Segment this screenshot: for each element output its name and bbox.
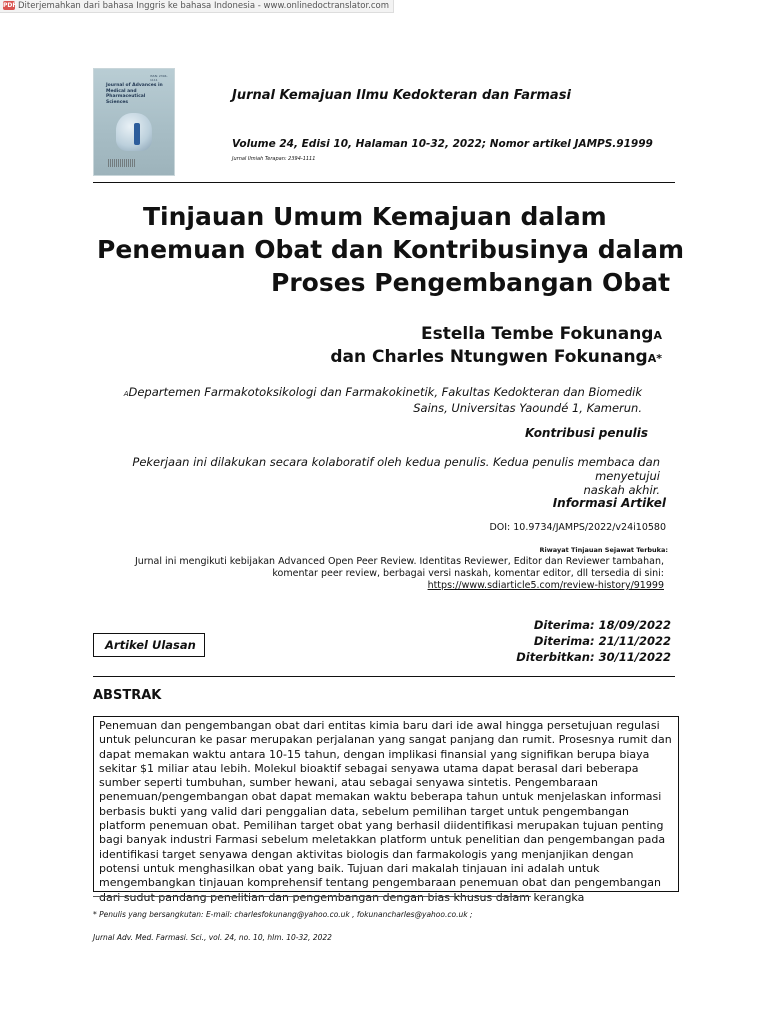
cover-title: Journal of Advances in Medical and Pharmaceutical Sciences [106, 83, 163, 105]
banner-text: Diterjemahkan dari bahasa Inggris ke bahasa Indonesia - www.onlinedoctranslator.com [18, 1, 390, 11]
title-line: Penemuan Obat dan Kontribusinya dalam [97, 235, 685, 264]
review-history-heading: Riwayat Tinjauan Sejawat Terbuka: [539, 546, 668, 554]
review-history-text [100, 556, 664, 592]
journal-name: Jurnal Kemajuan Ilmu Kedokteran dan Farmasi [232, 88, 571, 103]
author-affil-mark: A* [647, 352, 662, 365]
contrib-heading: Kontribusi penulis [525, 426, 648, 440]
author-affil-mark: A [653, 329, 662, 342]
affiliation [82, 385, 642, 415]
footnote-divider [93, 896, 531, 897]
vial-icon [134, 123, 140, 145]
corresponding-author-footnote: * Penulis yang bersangkutan: E-mail: charlesfokunang@yahoo.co.uk , fokunancharles@yahoo.co.uk ; [93, 910, 473, 919]
article-dates [516, 617, 671, 665]
date-published: Diterbitkan: 30/11/2022 [516, 650, 671, 664]
article-type-badge: Artikel Ulasan [93, 633, 205, 657]
affil-line: Departemen Farmakotoksikologi dan Farmakokinetik, Fakultas Kedokteran dan Biomedik [128, 385, 642, 399]
review-history-link[interactable]: https://www.sdiarticle5.com/review-history/91999 [427, 580, 664, 591]
author-1 [421, 324, 662, 344]
contrib-line: Pekerjaan ini dilakukan secara kolaboratif oleh kedua penulis. Kedua penulis membaca dan menyetujui [132, 455, 660, 483]
date-accepted: Diterima: 21/11/2022 [533, 634, 671, 648]
header-divider [93, 182, 675, 183]
review-history-line: komentar peer review, berbagai versi naskah, komentar editor, dll tersedia di sini: [272, 568, 664, 579]
article-title [93, 200, 685, 299]
journal-issn: Jurnal Ilmiah Terapan: 2394-1111 [232, 156, 316, 162]
date-received: Diterima: 18/09/2022 [533, 618, 671, 632]
contrib-line: naskah akhir. [583, 483, 660, 497]
doi[interactable]: DOI: 10.9734/JAMPS/2022/v24i10580 [489, 522, 666, 533]
cover-issn: ISSN: 2394-1111 [150, 74, 168, 82]
abstract-heading: ABSTRAK [93, 688, 162, 703]
article-info-heading: Informasi Artikel [552, 496, 666, 510]
review-history-line: Jurnal ini mengikuti kebijakan Advanced Open Peer Review. Identitas Reviewer, Editor dan Reviewer tambahan, [134, 556, 664, 567]
abstract-divider [93, 676, 675, 677]
author-name: dan Charles Ntungwen Fokunang [330, 347, 648, 367]
citation-footer: Jurnal Adv. Med. Farmasi. Sci., vol. 24, no. 10, hlm. 10-32, 2022 [93, 933, 332, 942]
author-name: Estella Tembe Fokunang [420, 324, 654, 344]
pdf-icon: PDF [3, 2, 17, 9]
affil-mark: A [123, 390, 129, 398]
abstract-box [93, 716, 679, 904]
author-2 [330, 347, 662, 367]
journal-volume: Volume 24, Edisi 10, Halaman 10-32, 2022; Nomor artikel JAMPS.91999 [232, 138, 653, 150]
journal-cover-image [93, 68, 175, 176]
title-line: Tinjauan Umum Kemajuan dalam [143, 202, 607, 231]
barcode-icon [108, 159, 136, 167]
translator-banner[interactable] [0, 0, 394, 13]
contrib-text [97, 455, 660, 497]
affil-line: Sains, Universitas Yaoundé 1, Kamerun. [413, 401, 642, 415]
abstract-text: Penemuan dan pengembangan obat dari entitas kimia baru dari ide awal hingga persetujuan regulasi untuk peluncuran ke pasar merupakan perjalanan yang sangat panjang dan rumit. Prosesnya rumit dan dapat memakan waktu antara 10-15 tahun, dengan implikasi finansial yang signifikan berupa biaya sekitar $1 miliar atau lebih. Molekul bioaktif sebagai senyawa utama dapat berasal dari beberapa sumber seperti tumbuhan, sumber hewani, atau sebagai senyawa sintetis. Pengembaraan penemuan/pengembangan obat dapat memakan waktu beberapa tahun untuk menjelaskan informasi berbasis bukti yang valid dari penggalian data, sebelum pemilihan target untuk pengembangan platform penemuan obat. Pemilihan target obat yang berhasil diidentifikasi merupakan tujuan penting bagi banyak industri Farmasi sebelum meletakkan platform untuk penelitian dan pengembangan pada identifikasi target senyawa dengan aktivitas biologis dan farmakologis yang menjanjikan dengan potensi untuk menghasilkan obat yang baik. Tujuan dari makalah tinjauan ini adalah untuk mengembangkan tinjauan komprehensif tentang pengembaraan penemuan obat dan pengembangan dari sudut pandang penelitian dan pengembangan dengan bias khusus dalam kerangka [99, 719, 672, 904]
title-line: Proses Pengembangan Obat [271, 268, 671, 297]
